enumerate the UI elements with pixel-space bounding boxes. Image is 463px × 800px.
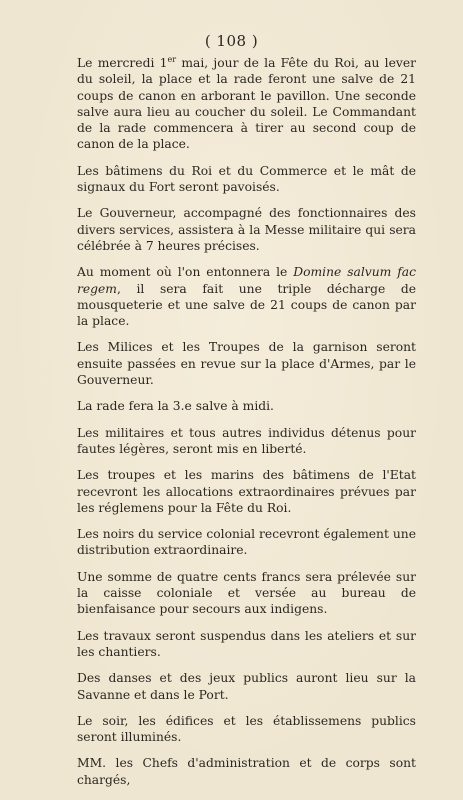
paragraph-danses-jeux: Des danses et des jeux publics auront lieu sur la Savanne et dans le Port.: [77, 671, 416, 702]
paragraph-text-end: , il sera fait une triple décharge de mousqueterie et une salve de 21 coups de canon par la place.: [77, 281, 416, 329]
paragraph-allocations: Les troupes et les marins des bâtimens de l'Etat recevront les allocations extraordinaires prévues par les réglemens pour la Fête du Roi.: [77, 468, 416, 515]
paragraph-liberation: Les militaires et tous autres individus détenus pour fautes légères, seront mis en liberté.: [77, 425, 416, 456]
ordinal-superscript: er: [167, 54, 177, 64]
paragraph-text-start: Au moment où l'on entonnera le: [77, 265, 294, 280]
paragraph-illuminations: Le soir, les édifices et les établissemens publics seront illuminés.: [77, 713, 416, 745]
paragraph-chefs-administration: MM. les Chefs d'administration et de corps sont chargés,: [77, 756, 416, 787]
page-number: ( 108 ): [204, 32, 259, 50]
paragraph-travaux-suspendus: Les travaux seront suspendus dans les ateliers et sur les chantiers.: [77, 628, 416, 659]
paragraph-text-end: mai, jour de la Fête du Roi, au lever du soleil, la place et la rade feront une salve de 21 coups de canon en arborant le pavillon. Une seconde salve aura lieu au coucher du soleil. Le Commandant de la rade commencera à tirer au second coup de canon de la place.: [77, 56, 416, 152]
body-text: [77, 55, 416, 798]
paragraph-distribution: Les noirs du service colonial recevront également une distribution extraordinaire.: [77, 527, 416, 558]
latin-phrase: Domine salvum fac regem: [77, 265, 416, 296]
paragraph-pavoises: Les bâtimens du Roi et du Commerce et le mât de signaux du Fort seront pavoisés.: [77, 163, 416, 195]
paragraph-text-start: Le mercredi 1: [77, 56, 168, 70]
paragraph-bienfaisance: Une somme de quatre cents francs sera prélevée sur la caisse coloniale et versée au bureau de bienfaisance pour secours aux indigens.: [77, 569, 416, 617]
paragraph-domine-salvum: [77, 264, 416, 329]
paragraph-fete-du-roi-salutes: [77, 55, 416, 153]
paragraph-salve-midi: La rade fera la 3.e salve à midi.: [77, 399, 274, 414]
paragraph-milices-revue: Les Milices et les Troupes de la garnison seront ensuite passées en revue sur la place d'Armes, par le Gouverneur.: [77, 340, 416, 388]
paragraph-messe-militaire: Le Gouverneur, accompagné des fonctionnaires des divers services, assistera à la Messe militaire qui sera célébrée à 7 heures précises.: [77, 206, 416, 253]
